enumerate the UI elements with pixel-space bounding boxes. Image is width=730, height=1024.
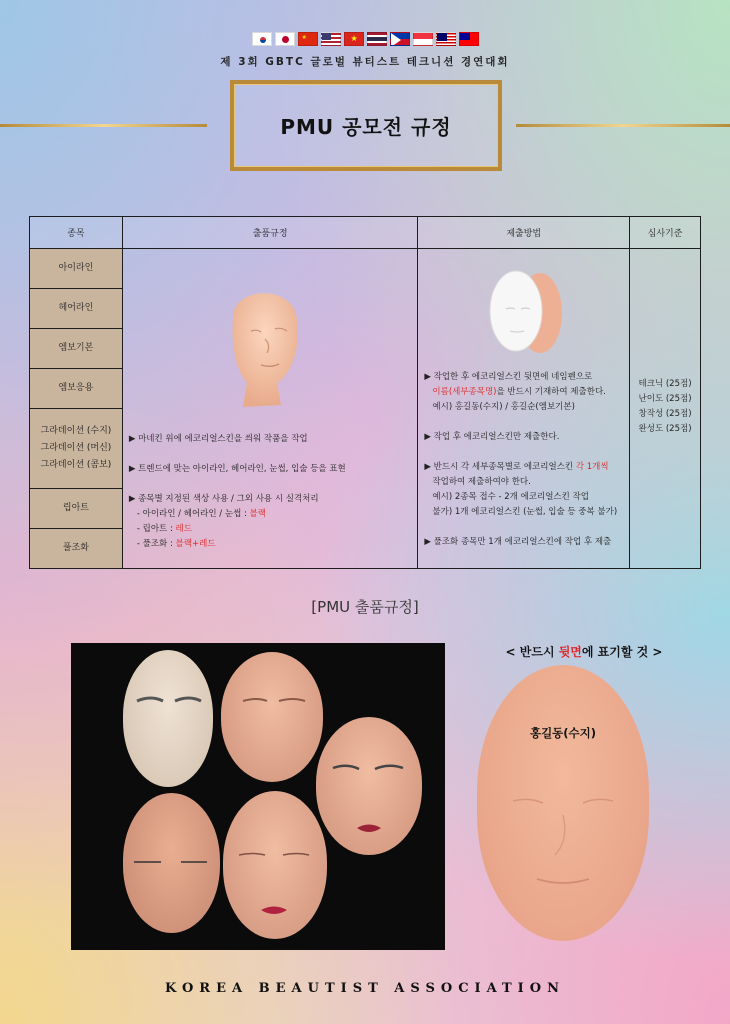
method-cell <box>418 249 630 569</box>
judge-cell <box>630 249 701 569</box>
spec-line-3: ▶ 종목별 지정된 색상 사용 / 그외 사용 시 실격처리 <box>128 494 319 504</box>
spec-line-4: - 아이라인 / 헤어라인 / 눈썹 : 블랙 <box>136 509 266 519</box>
vietnam-flag-icon: ★ <box>344 32 364 46</box>
category-embo-basic: 엠보기본 <box>30 329 123 369</box>
method-line-8: 불가) 1개 에코리얼스킨 (눈썹, 입술 등 중복 불가) <box>432 507 618 517</box>
category-eyeline: 아이라인 <box>30 249 123 289</box>
method-line-5: ▶ 반드시 각 세부종목별로 에코리얼스킨 각 1개씩 <box>424 462 609 472</box>
title-frame <box>230 80 502 171</box>
usa-flag-icon <box>321 32 341 46</box>
table-header-row <box>30 217 701 249</box>
big-face-features <box>477 665 649 941</box>
category-full-harmony: 풀조화 <box>30 529 123 569</box>
section-title: [PMU 출품규정] <box>311 598 419 616</box>
method-line-9: ▶ 풀조화 종목만 1개 에코리얼스킨에 작업 후 제출 <box>424 537 612 547</box>
method-line-4: ▶ 작업 후 에코리얼스킨만 제출한다. <box>424 432 560 442</box>
category-hairline: 헤어라인 <box>30 289 123 329</box>
spec-cell <box>122 249 418 569</box>
philippines-flag-icon <box>390 32 410 46</box>
sample-name-label: 홍길동(수지) <box>529 726 597 740</box>
judge-item: 난이도 (25점) <box>638 394 692 404</box>
header-spec: 출품규정 <box>122 217 418 249</box>
right-gold-divider <box>516 124 730 127</box>
category-lip-art: 립아트 <box>30 489 123 529</box>
spec-line-5: - 립아트 : 레드 <box>136 524 192 534</box>
eco-real-skin-image <box>480 269 576 359</box>
back-side-notice: < 반드시 뒷면에 표기할 것 > <box>505 645 663 659</box>
category-gradation-combo: 그라데이션 (콤보) <box>40 460 112 471</box>
footer-association: KOREA BEAUTIST ASSOCIATION <box>165 981 565 996</box>
malaysia-flag-icon <box>436 32 456 46</box>
sample-skins-photo <box>71 643 445 950</box>
mannequin-head-image <box>221 279 305 409</box>
header-judge: 심사기준 <box>630 217 701 249</box>
spec-line-6: - 풀조화 : 블랙+레드 <box>136 539 216 549</box>
category-gradation-manual: 그라데이션 (수지) <box>40 425 112 436</box>
taiwan-flag-icon <box>459 32 479 46</box>
judge-item: 테크닉 (25점) <box>638 379 692 389</box>
header-method: 제출방법 <box>418 217 630 249</box>
sample-face-features <box>71 643 445 950</box>
method-line-1: ▶ 작업한 후 에코리얼스킨 뒷면에 네임펜으로 <box>424 372 593 382</box>
judge-item: 창작성 (25점) <box>638 409 692 419</box>
flag-row <box>0 32 730 46</box>
page-title: PMU 공모전 규정 <box>280 115 452 139</box>
china-flag-icon: ★ <box>298 32 318 46</box>
event-subtitle: 제 3회 GBTC 글로벌 뷰티스트 테크니션 경연대회 <box>220 56 510 68</box>
header-category: 종목 <box>30 217 123 249</box>
rules-table <box>29 216 701 569</box>
labeled-skin-example <box>477 665 649 941</box>
category-gradation-machine: 그라데이션 (머신) <box>40 442 112 453</box>
category-embo-applied: 엠보응용 <box>30 369 123 409</box>
judge-criteria-list <box>630 377 700 437</box>
japan-flag-icon <box>275 32 295 46</box>
method-line-2: 이름(세부종목명)을 반드시 기재하여 제출한다. <box>432 387 606 397</box>
korea-flag-icon <box>252 32 272 46</box>
category-gradation <box>30 409 123 489</box>
method-line-6: 작업하여 제출하여야 한다. <box>432 477 531 487</box>
method-line-3: 예시) 홍길동(수지) / 홍길순(엠보기본) <box>432 402 575 412</box>
spec-line-2: ▶ 트렌드에 맞는 아이라인, 헤어라인, 눈썹, 입술 등을 표현 <box>128 464 346 474</box>
spec-line-1: ▶ 마네킨 위에 에코리얼스킨을 씌워 작품을 작업 <box>128 434 308 444</box>
judge-item: 완성도 (25점) <box>638 424 692 434</box>
thailand-flag-icon <box>367 32 387 46</box>
method-line-7: 예시) 2종목 접수 - 2개 에코리얼스킨 작업 <box>432 492 589 502</box>
left-gold-divider <box>0 124 207 127</box>
singapore-flag-icon <box>413 32 433 46</box>
